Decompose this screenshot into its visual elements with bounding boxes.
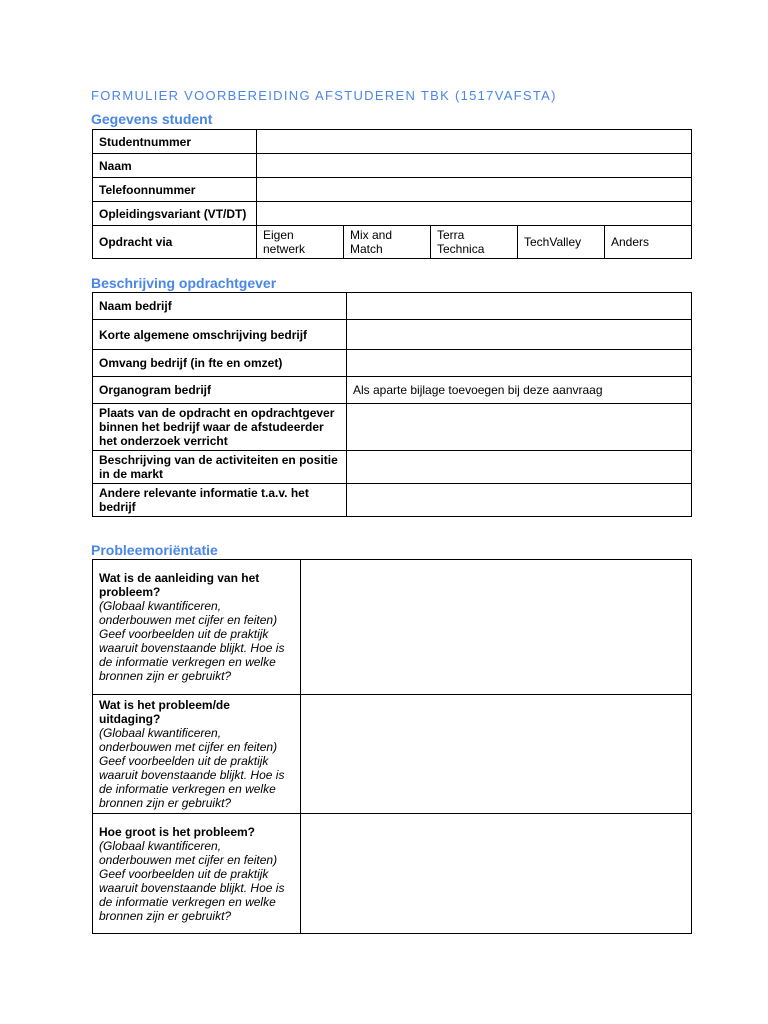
question-cell (93, 814, 301, 934)
table-row (93, 695, 692, 814)
field-label: Plaats van de opdracht en opdrachtgever binnen het bedrijf waar de afstudeerder het onderzoek verricht (93, 404, 347, 451)
table-row (93, 226, 692, 259)
activiteiten-field[interactable] (347, 451, 692, 484)
question-title: Wat is het probleem/de uitdaging? (99, 698, 230, 726)
opleidingsvariant-field[interactable] (257, 202, 692, 226)
table-row (93, 202, 692, 226)
table-row (93, 560, 692, 695)
question-title: Wat is de aanleiding van het probleem? (99, 571, 260, 599)
option-anders[interactable]: Anders (605, 226, 692, 259)
field-label: Opleidingsvariant (VT/DT) (93, 202, 257, 226)
studentnummer-field[interactable] (257, 130, 692, 154)
field-label: Opdracht via (93, 226, 257, 259)
table-row (93, 154, 692, 178)
field-label: Korte algemene omschrijving bedrijf (93, 320, 347, 350)
relevante-informatie-field[interactable] (347, 484, 692, 517)
table-row (93, 293, 692, 320)
document-title: FORMULIER VOORBEREIDING AFSTUDEREN TBK (1517VAFSTA) (91, 88, 557, 103)
question-hint: (Globaal kwantificeren, onderbouwen met cijfer en feiten) Geef voorbeelden uit de praktijk waaruit bovenstaande blijkt. Hoe is de informatie verkregen en welke bronnen zijn er gebruikt? (99, 838, 285, 923)
question-title: Hoe groot is het probleem? (99, 824, 256, 839)
question-cell (93, 695, 301, 814)
naam-bedrijf-field[interactable] (347, 293, 692, 320)
table-row (93, 404, 692, 451)
aanleiding-answer-field[interactable] (301, 560, 692, 695)
option-mix-and-match[interactable]: Mix and Match (344, 226, 431, 259)
table-row (93, 814, 692, 934)
section-heading-student: Gegevens student (91, 111, 213, 127)
omschrijving-bedrijf-field[interactable] (347, 320, 692, 350)
organogram-note: Als aparte bijlage toevoegen bij deze aanvraag (347, 377, 692, 404)
field-label: Telefoonnummer (93, 178, 257, 202)
field-label: Studentnummer (93, 130, 257, 154)
omvang-probleem-answer-field[interactable] (301, 814, 692, 934)
telefoonnummer-field[interactable] (257, 178, 692, 202)
field-label: Naam bedrijf (93, 293, 347, 320)
probleem-table (92, 559, 692, 934)
section-heading-opdrachtgever: Beschrijving opdrachtgever (91, 275, 277, 291)
question-cell (93, 560, 301, 695)
opdrachtgever-table (92, 292, 692, 517)
student-table (92, 129, 692, 259)
table-row (93, 451, 692, 484)
table-row (93, 178, 692, 202)
table-row (93, 350, 692, 377)
table-row (93, 484, 692, 517)
field-label: Organogram bedrijf (93, 377, 347, 404)
table-row (93, 377, 692, 404)
option-techvalley[interactable]: TechValley (518, 226, 605, 259)
naam-field[interactable] (257, 154, 692, 178)
table-row (93, 320, 692, 350)
table-row (93, 130, 692, 154)
option-eigen-netwerk[interactable]: Eigen netwerk (257, 226, 344, 259)
section-heading-probleem: Probleemoriëntatie (91, 542, 218, 558)
field-label: Omvang bedrijf (in fte en omzet) (93, 350, 347, 377)
option-terra-technica[interactable]: Terra Technica (431, 226, 518, 259)
omvang-bedrijf-field[interactable] (347, 350, 692, 377)
question-hint: (Globaal kwantificeren, onderbouwen met cijfer en feiten) Geef voorbeelden uit de praktijk waaruit bovenstaande blijkt. Hoe is de informatie verkregen en welke bronnen zijn er gebruikt? (99, 726, 285, 810)
probleem-answer-field[interactable] (301, 695, 692, 814)
field-label: Beschrijving van de activiteiten en positie in de markt (93, 451, 347, 484)
plaats-opdracht-field[interactable] (347, 404, 692, 451)
field-label: Naam (93, 154, 257, 178)
field-label: Andere relevante informatie t.a.v. het bedrijf (93, 484, 347, 517)
question-hint: (Globaal kwantificeren, onderbouwen met cijfer en feiten) Geef voorbeelden uit de praktijk waaruit bovenstaande blijkt. Hoe is de informatie verkregen en welke bronnen zijn er gebruikt? (99, 599, 285, 683)
